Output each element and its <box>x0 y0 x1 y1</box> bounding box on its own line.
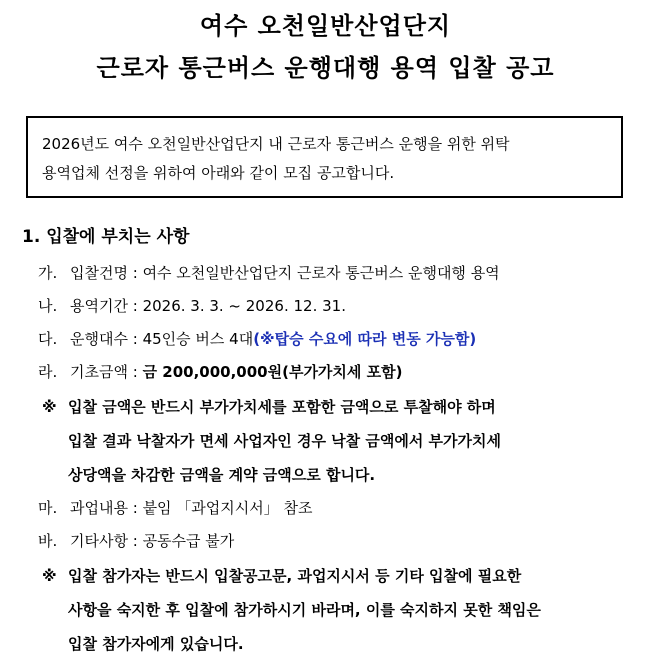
page-title-line1: 여수 오천일반산업단지 <box>199 12 452 40</box>
item-marker: 나. <box>38 297 58 315</box>
page-title-line2: 근로자 통근버스 운행대행 용역 입찰 공고 <box>96 54 555 82</box>
item-marker: 다. <box>38 330 58 348</box>
item-service-period: 나. 용역기간 : 2026. 3. 3. ~ 2026. 12. 31. <box>38 297 346 315</box>
notice-line2: 용역업체 선정을 위하여 아래와 같이 모집 공고합니다. <box>42 164 395 182</box>
item-marker: 마. <box>38 499 58 517</box>
item-other: 바. 기타사항 : 공동수급 불가 <box>38 532 235 550</box>
item-label: 과업내용 <box>70 499 128 517</box>
note-star-icon: ※ <box>42 567 57 585</box>
note-line: 입찰 참가자는 반드시 입찰공고문, 과업지시서 등 기타 입찰에 필요한 <box>68 567 522 585</box>
notice-line1: 2026년도 여수 오천일반산업단지 내 근로자 통근버스 운행을 위한 위탁 <box>42 135 510 153</box>
item-value: 공동수급 불가 <box>142 532 235 550</box>
item-base-amount: 라. 기초금액 : 금 200,000,000원(부가가치세 포함) <box>38 363 403 381</box>
note-vat <box>38 390 624 492</box>
item-value: 금 200,000,000원(부가가치세 포함) <box>142 363 403 381</box>
item-bid-name: 가. 입찰건명 : 여수 오천일반산업단지 근로자 통근버스 운행대행 용역 <box>38 264 500 282</box>
note-line: 입찰 결과 낙찰자가 면세 사업자인 경우 낙찰 금액에서 부가가치세 <box>68 432 502 450</box>
item-label: 기타사항 <box>70 532 128 550</box>
item-highlight: (※탑승 수요에 따라 변동 가능함) <box>253 330 477 348</box>
note-star-icon: ※ <box>42 398 57 416</box>
note-participant <box>38 559 624 661</box>
note-line: 상당액을 차감한 금액을 계약 금액으로 합니다. <box>68 466 376 484</box>
notice-box <box>26 116 623 198</box>
item-value: 45인승 버스 4대 <box>142 330 254 348</box>
item-marker: 라. <box>38 363 58 381</box>
item-label: 기초금액 <box>70 363 128 381</box>
item-label: 입찰건명 <box>70 264 128 282</box>
item-label: 운행대수 <box>70 330 128 348</box>
item-task-content: 마. 과업내용 : 붙임 「과업지시서」 참조 <box>38 499 313 517</box>
note-line: 입찰 금액은 반드시 부가가치세를 포함한 금액으로 투찰해야 하며 <box>68 398 496 416</box>
item-marker: 가. <box>38 264 58 282</box>
item-value: 붙임 「과업지시서」 참조 <box>142 499 313 517</box>
item-marker: 바. <box>38 532 58 550</box>
item-value: 여수 오천일반산업단지 근로자 통근버스 운행대행 용역 <box>142 264 500 282</box>
note-line: 입찰 참가자에게 있습니다. <box>68 635 244 653</box>
item-vehicle-count: 다. 운행대수 : 45인승 버스 4대(※탑승 수요에 따라 변동 가능함) <box>38 330 477 348</box>
note-line: 사항을 숙지한 후 입찰에 참가하시기 바라며, 이를 숙지하지 못한 책임은 <box>68 601 541 619</box>
item-label: 용역기간 <box>70 297 128 315</box>
section-heading: 1. 입찰에 부치는 사항 <box>22 227 190 247</box>
item-value: 2026. 3. 3. ~ 2026. 12. 31. <box>142 297 346 315</box>
